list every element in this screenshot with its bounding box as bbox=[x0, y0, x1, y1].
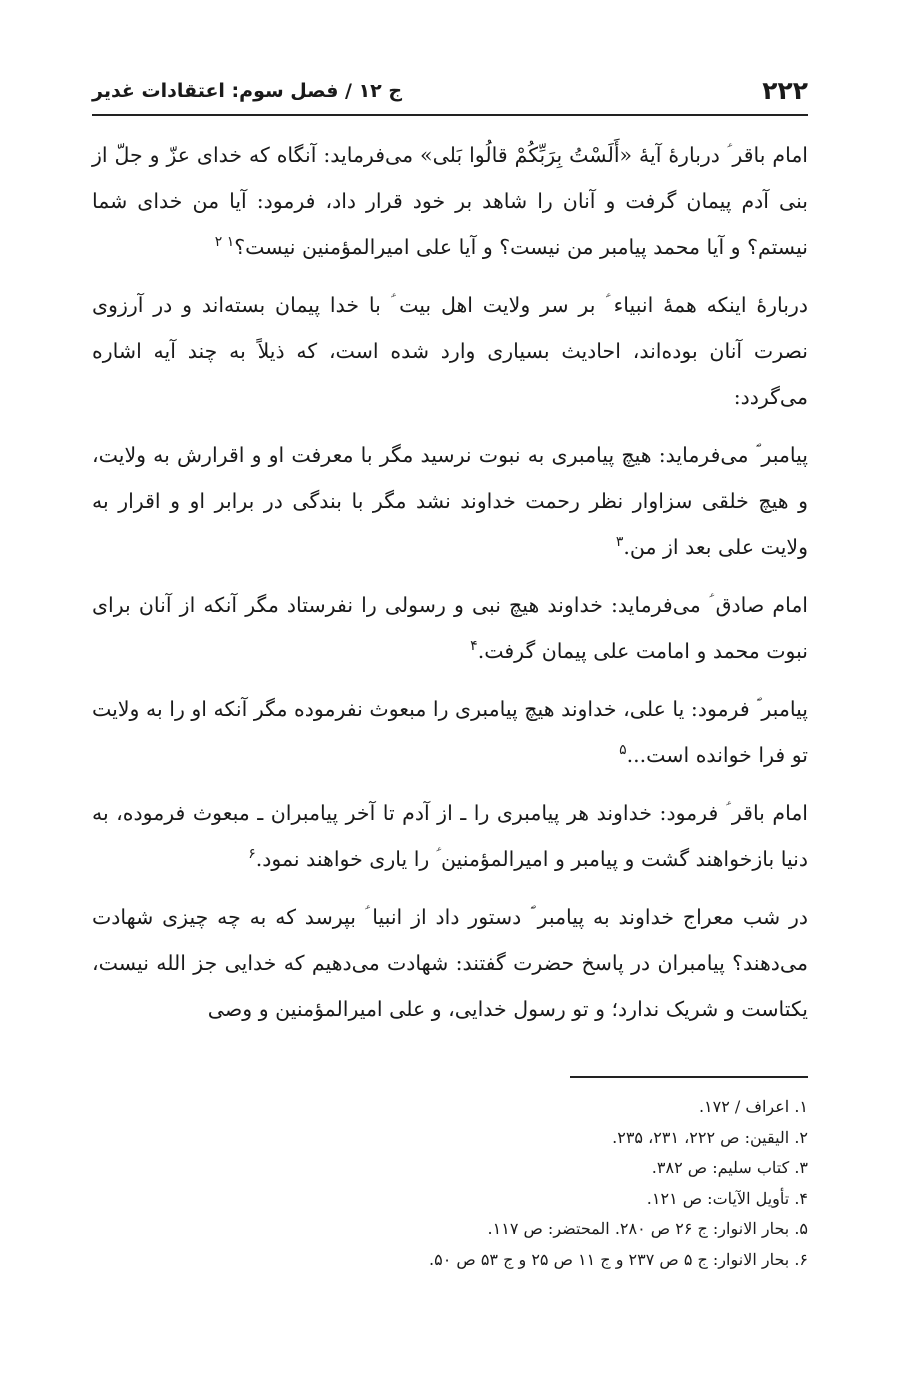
footnote-divider bbox=[570, 1076, 808, 1078]
page-number: ۲۲۲ bbox=[762, 76, 808, 105]
paragraph-text: امام باقر ؑ دربارهٔ آیهٔ «أَلَسْتُ بِرَبِّكُمْ قالُوا بَلى» می‌فرماید: آنگاه که خدای عزّ و جلّ از بنی آدم پیمان گرفت و آنان را شاهد بر خود قرار داد، فرمود: آیا من خدای شما نیستم؟ و آیا محمد پیامبر من نیست؟ و آیا علی امیرالمؤمنین نیست؟ bbox=[92, 143, 808, 259]
footnote: ۵. بحار الانوار: ج ۲۶ ص ۲۸۰. المحتضر: ص ۱۱۷. bbox=[487, 1219, 808, 1238]
paragraph-text: امام صادق ؑ می‌فرماید: خداوند هیچ نبی و رسولی را نفرستاد مگر آنکه از آنان برای نبوت محمد و امامت علی پیمان گرفت. bbox=[92, 593, 808, 663]
paragraph bbox=[92, 432, 808, 570]
page-header bbox=[92, 58, 808, 116]
paragraph-text: پیامبر ؐ می‌فرماید: هیچ پیامبری به نبوت نرسید مگر با معرفت او و اقرارش به ولایت، و هیچ خلقی سزاوار نظر رحمت خداوند نشد مگر با بندگی در برابر او و اقرار به ولایت علی بعد از من. bbox=[92, 443, 808, 559]
footnote-reference: ۳ bbox=[615, 534, 624, 551]
footnote: ۱. اعراف / ۱۷۲. bbox=[698, 1097, 808, 1116]
footnotes-list bbox=[92, 1092, 808, 1275]
footnote-reference: ۶ bbox=[248, 846, 256, 863]
paragraph-text: در شب معراج خداوند به پیامبر ؐ دستور داد از انبیا ؑ بپرسد که به چه چیزی شهادت می‌دهند؟ پیامبران در پاسخ حضرت گفتند: شهادت می‌دهیم که خدایی جز الله نیست، یکتاست و شریک ندارد؛ و تو رسول خدایی، و علی امیرالمؤمنین و وصی bbox=[92, 905, 808, 1021]
footnote-reference: ۵ bbox=[619, 742, 627, 759]
running-title: ج ۱۲ / فصل سوم: اعتقادات غدیر bbox=[92, 80, 403, 102]
paragraph-text: امام باقر ؑ فرمود: خداوند هر پیامبری را ـ از آدم تا آخر پیامبران ـ مبعوث فرموده، به دنیا بازخواهند گشت و پیامبر و امیرالمؤمنین ؑ را یاری خواهند نمود. bbox=[92, 801, 808, 871]
paragraph bbox=[92, 132, 808, 270]
paragraph bbox=[92, 686, 808, 778]
footnote: ۲. الیقین: ص ۲۲۲، ۲۳۱، ۲۳۵. bbox=[612, 1127, 808, 1147]
paragraph bbox=[92, 790, 808, 882]
footnote-reference: ۱ ۲ bbox=[214, 234, 235, 251]
footnote: ۶. بحار الانوار: ج ۵ ص ۲۳۷ و ج ۱۱ ص ۲۵ و ج ۵۳ ص ۵۰. bbox=[429, 1249, 808, 1269]
paragraph bbox=[92, 894, 808, 1032]
footnote: ۴. تأویل الآیات: ص ۱۲۱. bbox=[646, 1188, 808, 1208]
main-text bbox=[92, 132, 808, 1044]
paragraph bbox=[92, 582, 808, 674]
paragraph-text: پیامبر ؐ فرمود: یا علی، خداوند هیچ پیامبری را مبعوث نفرموده مگر آنکه او را به ولایت تو فرا خوانده است... bbox=[92, 697, 808, 767]
footnote-reference: ۴ bbox=[470, 638, 478, 655]
footnote: ۳. کتاب سلیم: ص ۳۸۲. bbox=[651, 1158, 808, 1177]
paragraph bbox=[92, 282, 808, 420]
paragraph-text: دربارهٔ اینکه همهٔ انبیاء ؑ بر سر ولایت اهل بیت ؑ با خدا پیمان بسته‌اند و در آرزوی نصرت آنان بوده‌اند، احادیث بسیاری وارد شده است، که ذیلاً به چند آیه اشاره می‌گردد: bbox=[92, 293, 808, 409]
